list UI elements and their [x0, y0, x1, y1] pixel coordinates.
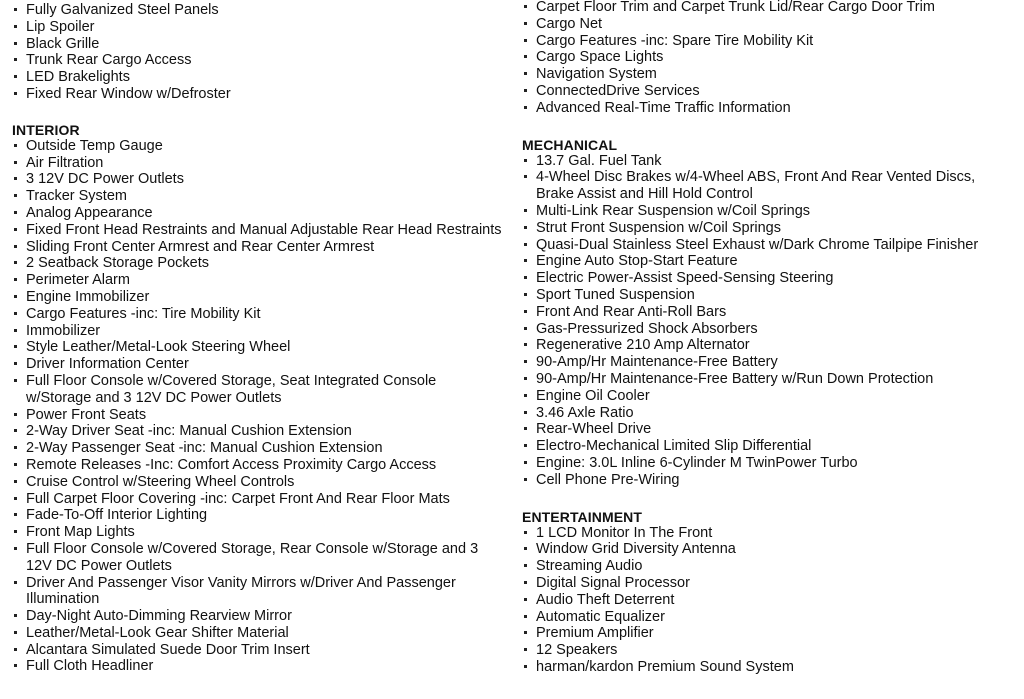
- feature-list-item: Driver And Passenger Visor Vanity Mirrors w/Driver And Passenger Illumination: [12, 575, 502, 609]
- feature-list-item: 3.46 Axle Ratio: [522, 405, 1012, 422]
- feature-list-item: 90-Amp/Hr Maintenance-Free Battery: [522, 354, 1012, 371]
- feature-list-item: Cargo Features -inc: Tire Mobility Kit: [12, 306, 502, 323]
- feature-list-item: Cargo Net: [522, 16, 1012, 33]
- feature-list-item: Advanced Real-Time Traffic Information: [522, 100, 1012, 117]
- feature-list-item: 2-Way Passenger Seat -inc: Manual Cushion Extension: [12, 440, 502, 457]
- feature-list-item: harman/kardon Premium Sound System: [522, 659, 1012, 676]
- left-column: [12, 2, 502, 675]
- feature-list-item: 2 Seatback Storage Pockets: [12, 255, 502, 272]
- feature-list-item: 2-Way Driver Seat -inc: Manual Cushion Extension: [12, 423, 502, 440]
- feature-list-item: Electric Power-Assist Speed-Sensing Steering: [522, 270, 1012, 287]
- feature-list-item: Black Grille: [12, 36, 502, 53]
- feature-list-item: Sliding Front Center Armrest and Rear Center Armrest: [12, 239, 502, 256]
- feature-list-item: Navigation System: [522, 66, 1012, 83]
- feature-list-item: Quasi-Dual Stainless Steel Exhaust w/Dark Chrome Tailpipe Finisher: [522, 237, 1012, 254]
- exterior-list-continued: [12, 2, 502, 103]
- feature-list-item: Rear-Wheel Drive: [522, 421, 1012, 438]
- feature-list-item: Analog Appearance: [12, 205, 502, 222]
- feature-list-item: Remote Releases -Inc: Comfort Access Proximity Cargo Access: [12, 457, 502, 474]
- feature-list-item: Premium Amplifier: [522, 625, 1012, 642]
- feature-list-item: Sport Tuned Suspension: [522, 287, 1012, 304]
- section-title-entertainment: ENTERTAINMENT: [522, 508, 643, 525]
- feature-list-item: 12 Speakers: [522, 642, 1012, 659]
- section-gap: [522, 489, 1012, 509]
- feature-list-item: Front Map Lights: [12, 524, 502, 541]
- feature-list-item: Style Leather/Metal-Look Steering Wheel: [12, 339, 502, 356]
- feature-list-item: Engine: 3.0L Inline 6-Cylinder M TwinPower Turbo: [522, 455, 1012, 472]
- feature-list-item: Fixed Front Head Restraints and Manual Adjustable Rear Head Restraints: [12, 222, 502, 239]
- feature-list-item: 13.7 Gal. Fuel Tank: [522, 153, 1012, 170]
- feature-list-item: ConnectedDrive Services: [522, 83, 1012, 100]
- feature-list-item: Automatic Equalizer: [522, 609, 1012, 626]
- feature-list-item: 4-Wheel Disc Brakes w/4-Wheel ABS, Front And Rear Vented Discs, Brake Assist and Hill Hold Control: [522, 169, 1012, 203]
- feature-list-item: Day-Night Auto-Dimming Rearview Mirror: [12, 608, 502, 625]
- feature-list-item: Electro-Mechanical Limited Slip Differential: [522, 438, 1012, 455]
- feature-list-item: Audio Theft Deterrent: [522, 592, 1012, 609]
- feature-list-item: Gas-Pressurized Shock Absorbers: [522, 321, 1012, 338]
- feature-list-item: Engine Oil Cooler: [522, 388, 1012, 405]
- feature-list-item: Window Grid Diversity Antenna: [522, 541, 1012, 558]
- feature-list-item: Cell Phone Pre-Wiring: [522, 472, 1012, 489]
- feature-list-item: Full Carpet Floor Covering -inc: Carpet Front And Rear Floor Mats: [12, 491, 502, 508]
- feature-list-item: LED Brakelights: [12, 69, 502, 86]
- feature-list-item: Driver Information Center: [12, 356, 502, 373]
- feature-list-item: Engine Immobilizer: [12, 289, 502, 306]
- feature-list-item: Fully Galvanized Steel Panels: [12, 2, 502, 19]
- feature-list-item: Tracker System: [12, 188, 502, 205]
- feature-list-item: Trunk Rear Cargo Access: [12, 52, 502, 69]
- entertainment-list: [522, 525, 1012, 676]
- feature-list-item: Immobilizer: [12, 323, 502, 340]
- feature-list-item: Cruise Control w/Steering Wheel Controls: [12, 474, 502, 491]
- feature-list-item: Fade-To-Off Interior Lighting: [12, 507, 502, 524]
- feature-list-item: Digital Signal Processor: [522, 575, 1012, 592]
- feature-list-item: Regenerative 210 Amp Alternator: [522, 337, 1012, 354]
- section-title-mechanical: MECHANICAL: [522, 136, 618, 153]
- mechanical-list: [522, 153, 1012, 489]
- feature-list-item: Cargo Features -inc: Spare Tire Mobility Kit: [522, 33, 1012, 50]
- feature-list-item: 3 12V DC Power Outlets: [12, 171, 502, 188]
- feature-list-item: Alcantara Simulated Suede Door Trim Insert: [12, 642, 502, 659]
- feature-list-item: Full Floor Console w/Covered Storage, Seat Integrated Console w/Storage and 3 12V DC Power Outlets: [12, 373, 502, 407]
- feature-list-item: Fixed Rear Window w/Defroster: [12, 86, 502, 103]
- feature-list-item: Air Filtration: [12, 155, 502, 172]
- right-column: [522, 0, 1012, 676]
- feature-list-item: Cargo Space Lights: [522, 49, 1012, 66]
- feature-list-item: Streaming Audio: [522, 558, 1012, 575]
- feature-list-item: Full Cloth Headliner: [12, 658, 502, 675]
- feature-list-item: Lip Spoiler: [12, 19, 502, 36]
- feature-list-item: Outside Temp Gauge: [12, 138, 502, 155]
- feature-list-item: Full Floor Console w/Covered Storage, Rear Console w/Storage and 3 12V DC Power Outlets: [12, 541, 502, 575]
- section-title-interior: INTERIOR: [12, 121, 80, 138]
- feature-list-item: Perimeter Alarm: [12, 272, 502, 289]
- feature-list-item: 90-Amp/Hr Maintenance-Free Battery w/Run Down Protection: [522, 371, 1012, 388]
- feature-list-item: Front And Rear Anti-Roll Bars: [522, 304, 1012, 321]
- feature-list-item: Carpet Floor Trim and Carpet Trunk Lid/Rear Cargo Door Trim: [522, 0, 1012, 16]
- feature-list-item: Strut Front Suspension w/Coil Springs: [522, 220, 1012, 237]
- feature-list-item: Power Front Seats: [12, 407, 502, 424]
- feature-list-item: Multi-Link Rear Suspension w/Coil Springs: [522, 203, 1012, 220]
- interior-list: [12, 138, 502, 676]
- feature-list-item: Leather/Metal-Look Gear Shifter Material: [12, 625, 502, 642]
- section-gap: [12, 103, 502, 122]
- feature-list-item: Engine Auto Stop-Start Feature: [522, 253, 1012, 270]
- section-gap: [522, 117, 1012, 137]
- cargo-list-continued: [522, 0, 1012, 117]
- feature-list-item: 1 LCD Monitor In The Front: [522, 525, 1012, 542]
